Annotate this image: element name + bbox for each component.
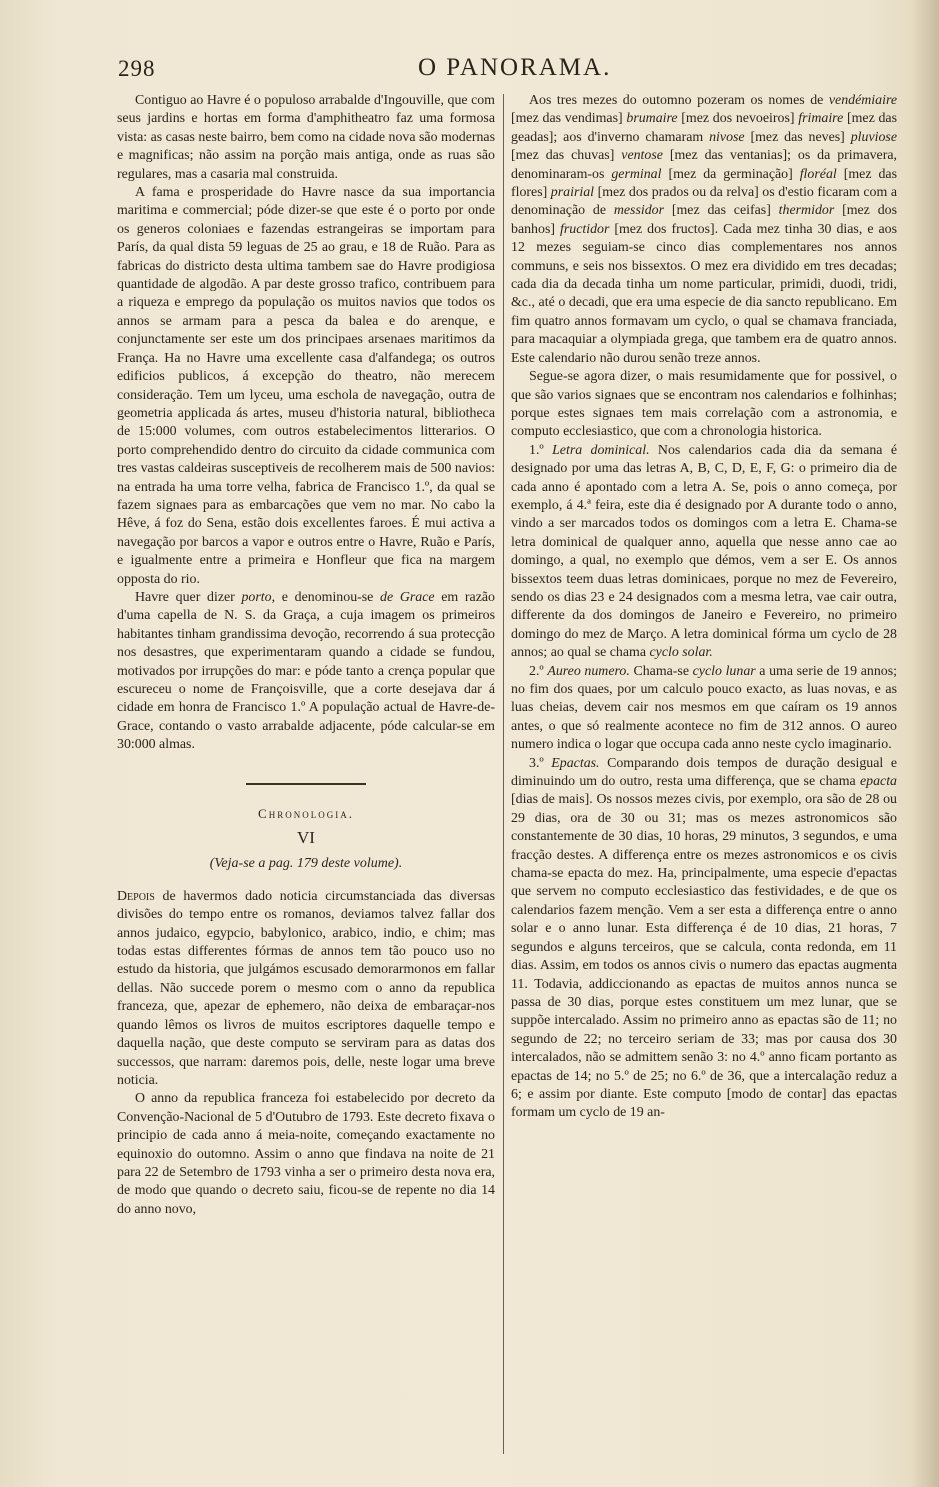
page-number: 298: [118, 56, 156, 81]
paragraph: 1.º Letra dominical. Nos calendarios cada dia da semana é designado por uma das letras A, B, C, D, E, F, G: o primeiro dia de cada anno é apontado com a letra A. Se, pois o anno começa, por exemplo, á 4.ª feira, este dia é designado por A durante todo o anno, vindo a ser marcados todos os domingos com a letra E. Chama-se letra dominical de qualquer anno, aquella que nesse anno cae ao domingo, a qual, no exemplo que démos, vem a ser E. Os annos bissextos teem duas letras dominicaes, porque no mez de Fevereiro, sendo os dias 23 e 24 designados com a mesma letra, vae cair outra, differente da dos domingos de Janeiro e Fevereiro, no primeiro domingo do mez de Março. A letra dominical fórma um cyclo de 28 annos; ao qual se chama cyclo solar.: [511, 442, 897, 661]
paragraph: 2.º Aureo numero. Chama-se cyclo lunar a uma serie de 19 annos; no fim dos quaes, por um calculo pouco exacto, as luas novas, e as luas cheias, devem cair nos mesmos em que caíram os 19 annos antes, o que só realmente acontece no fim de 312 annos. O aureo numero indica o logar que occupa cada anno neste cyclo imaginario.: [511, 663, 898, 753]
section-number: VI: [297, 828, 315, 848]
paragraph: Aos tres mezes do outomno pozeram os nomes de vendémiaire [mez das vendimas] brumaire [mez dos nevoeiros] frimaire [mez das geadas]; aos d'inverno chamaram nivose [mez das neves] pluviose [mez das chuvas] ventose [mez das ventanias]; os da primavera, denominaram-os germinal [mez da germinação] floréal [mez das flores] prairial [mez dos prados ou da relva] os d'estio ficaram com a denominação de messidor [mez das ceifas] thermidor [mez dos banhos] fructidor [mez dos fructos]. Cada mez tinha 30 dias, e aos 12 mezes seguiam-se cinco dias complementares nos annos communs, e seis nos bissextos. O mez era dividido em tres decadas; cada dia da decada tinha um nome particular, primidi, duodi, tridi, &c., até o decadi, que era uma especie de dia sancto republicano. Em fim quatro annos formavam um cyclo, o qual se chamava franciada, para macaquiar a olympiada grega, que tambem era de quatro annos. Este calendario não durou senão treze annos.: [511, 93, 897, 366]
section-divider: [246, 783, 366, 785]
paragraph: Depois de havermos dado noticia circumstanciada das diversas divisões do tempo entre os romanos, deviamos talvez fallar dos annos judaico, egypcio, babylonico, arabico, indio, e chim; mas todas estas differentes fórmas de annos tem tão pouco uso no estudo da historia, que julgámos escusado demorarmonos em fallar dellas. Não succede porem o mesmo com o anno da republica franceza, que, apezar de ephemero, não deixa de embaraçar-nos quando lêmos os livros de muitos escriptores daquelle tempo e daquella nação, que deste computo se serviram para as datas dos successos, que narram: daremos pois, delle, neste logar uma breve noticia.: [117, 888, 495, 1088]
paragraph: Havre quer dizer porto, e denominou-se de Grace em razão d'uma capella de N. S. da Graça, a cuja imagem os primeiros habitantes tinham grandissima devoção, recorrendo á sua protecção nos desastres, que experimentaram quando a cidade se fundou, motivados por irrupções do mar: e póde tanto a crença popular que escureceu o nome de Françoisville, que a corte desejava dar á cidade em honra de Francisco 1.º A população actual de Havre-de-Grace, contando o vasto arrabalde adjacente, póde calcular-se em 30:000 almas.: [117, 589, 495, 753]
page-edge-shadow: [911, 0, 939, 1487]
section-reference: (Veja-se a pag. 179 deste volume).: [209, 856, 403, 872]
section-title: Chronologia.: [258, 805, 354, 821]
left-column: [117, 92, 495, 1219]
paragraph: O anno da republica franceza foi estabelecido por decreto da Convenção-Nacional de 5 d'Outubro de 1793. Este decreto fixava o principio de cada anno á meia-noite, começando exactamente no equinoxio do outomno. Assim o anno que findava na noite de 21 para 22 de Setembro de 1793 vinha a ser o primeiro desta nova era, de modo que quando o decreto saiu, ficou-se de repente no dia 14 do anno novo,: [117, 1091, 495, 1217]
running-title: O PANORAMA.: [418, 54, 612, 81]
page-header: [118, 52, 914, 86]
paragraph: 3.º Epactas. Comparando dois tempos de duração desigual e diminuindo um do outro, resta uma differença, que se chama epacta [dias de mais]. Os nossos mezes civis, por exemplo, ora são de 28 ou 29 dias, ora de 30 ou 31; mas os mezes astronomicos são constantemente de 30 dias, 10 horas, 29 minutos, 3 segundos, e uma fracção destes. A differença entre os mezes astronomicos e os civis chama-se epacta do mez. Ha, principalmente, uma especie d'epactas que servem no computo ecclesiastico das festividades, e de que os calendarios fazem menção. Vem a ser esta a differença entre o anno solar e o anno lunar. Esta differença é de 10 dias, 21 horas, 7 segundos e alguns terceiros, que se calcula, conta redonda, em 11 dias. Assim, em todos os annos civis o numero das epactas augmenta 11. Todavia, addiccionando as epactas de muitos annos nunca se passa de 30 dias, porque estes constituem um mez lunar, que se suppõe intercalado. Assim no primeiro anno as epactas são de 11; no segundo de 22; no terceiro seriam de 33; mas por causa dos 30 intercalados, não se admittem senão 3: no 4.º anno ficam portanto as epactas de 14; no 5.º de 25; no 6.º de 36, que a intercalação reduz a 6; e assim por diante. Este computo [modo de contar] das epactas formam um cyclo de 19 an-: [511, 755, 897, 1121]
column-divider: [503, 94, 504, 1454]
paragraph: Contiguo ao Havre é o populoso arrabalde d'Ingouville, que com seus jardins e hortas em forma d'amphitheatro faz uma formosa vista: as casas neste bairro, bem como na cidade nova são modernas e magnificas; não assim na porção mais antiga, onde as ruas são regulares, mas a casaria mal construida.: [117, 93, 496, 182]
right-column: [511, 92, 897, 1123]
paragraph: A fama e prosperidade do Havre nasce da sua importancia maritima e commercial; póde dizer-se que este é o porto por onde os generos coloniaes e fazendas estrangeiras se importam para París, da qual dista 59 leguas de 25 ao grau, e 18 de Ruão. Para as fabricas do districto desta ultima tambem sae do Havre prodigiosa quantidade de algodão. A par deste grosso trafico, contribuem para a riqueza e emprego da população os muitos navios que todos os annos se armam para a pesca da balea e do arenque, e conjunctamente ser este um dos principaes arsenaes maritimos da França. Ha no Havre uma excellente casa d'alfandega; os outros edificios publicos, á excepção do theatro, não merecem consideração. Tem um lyceu, uma eschola de navegação, outra de geometria applicada ás artes, museu d'historia natural, bibliotheca de 15:000 volumes, com outros estabelecimentos litterarios. O porto comprehendido dentro do circuito da cidade communica com tres vastas caldeiras susceptiveis de recolherem mais de 500 navios: na entrada ha uma torre velha, fabrica de Francisco 1.º, da qual se fazem signaes para as embarcações que vem no mar. No cabo la Hêve, á foz do Sena, estão dois excellentes faroes. É mui activa a navegação por barcos a vapor e outros entre o Havre, Ruão e París, e igualmente entre a primeira e Honfleur que fica na margem opposta do rio.: [117, 185, 495, 587]
paragraph: Segue-se agora dizer, o mais resumidamente que for possivel, o que são varios signaes que se encontram nos calendarios e folhinhas; porque estes signaes tem mais correlação com a astronomia, e computo ecclesiastico, que com a chronologia historica.: [511, 369, 897, 440]
